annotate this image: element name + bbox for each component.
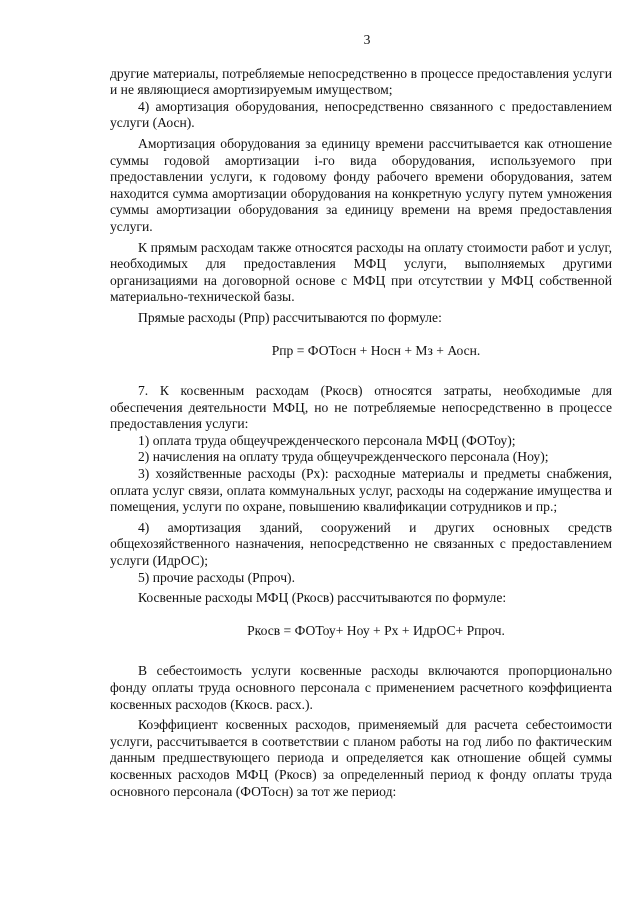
list-item-5: 5) прочие расходы (Рпроч).: [138, 569, 295, 585]
list-item-4: 4) амортизация зданий, сооружений и других основных средств общехозяйственного назначения, непосредственно не связанных с предоставлением услуги (ИдрОС);: [110, 519, 612, 569]
paragraph-materials: другие материалы, потребляемые непосредственно в процессе предоставления услуги и не являющиеся амортизируемым имуществом;: [110, 65, 612, 98]
paragraph-coefficient: Коэффициент косвенных расходов, применяемый для расчета себестоимости услуги, рассчитывается в соответствии с планом работы на год либо по фактическим данным предшествующего периода и определяется как отношение общей суммы косвенных расходов МФЦ (Ркосв) за определенный период к фонду оплаты труда основного персонала (ФОТосн) за тот же период:: [110, 717, 612, 799]
list-item-2: 2) начисления на оплату труда общеучрежденческого персонала (Ноу);: [138, 449, 549, 465]
formula-indirect-costs: Ркосв = ФОТоу+ Ноу + Рх + ИдрОС+ Рпроч.: [247, 622, 505, 638]
paragraph-cost-inclusion: В себестоимость услуги косвенные расходы включаются пропорционально фонду оплаты труда основного персонала с применением расчетного коэффициента косвенных расходов (Ккосв. расх.).: [110, 663, 612, 712]
paragraph-indirect-costs-intro: Косвенные расходы МФЦ (Ркосв) рассчитываются по формуле:: [138, 590, 507, 606]
paragraph-third-party-services: К прямым расходам также относятся расходы на оплату стоимости работ и услуг, необходимых для предоставления МФЦ услуги, выполняемых другими организациями на договорной основе с МФЦ при отсутствии у МФЦ собственной материально-технической базы.: [110, 239, 612, 305]
list-item-1: 1) оплата труда общеучрежденческого персонала МФЦ (ФОТоу);: [138, 432, 516, 448]
paragraph-amortization-calculation: Амортизация оборудования за единицу времени рассчитывается как отношение суммы годовой амортизации i-го вида оборудования, используемого при предоставлении услуги, к годовому фонду рабочего времени оборудования, затем находится сумма амортизации оборудования на конкретную услугу путем умножения суммы амортизации оборудования за единицу времени на время предоставления услуги.: [110, 135, 612, 234]
page-number: 3: [363, 32, 371, 47]
paragraph-indirect-costs: 7. К косвенным расходам (Ркосв) относятся затраты, необходимые для обеспечения деятельности МФЦ, но не потребляемые непосредственно в процессе предоставления услуги:: [110, 383, 612, 432]
formula-direct-costs: Рпр = ФОТосн + Носн + Мз + Аосн.: [271, 342, 481, 358]
paragraph-direct-costs-intro: Прямые расходы (Рпр) рассчитываются по формуле:: [138, 309, 442, 325]
paragraph-equipment-amortization: 4) амортизация оборудования, непосредственно связанного с предоставлением услуги (Аосн).: [110, 98, 612, 131]
list-item-3: 3) хозяйственные расходы (Рх): расходные материалы и предметы снабжения, оплата услуг связи, оплата коммунальных услуг, расходы на содержание имущества и помещения, услуги по охране, повышению квалификации сотрудников и пр.;: [110, 466, 612, 515]
